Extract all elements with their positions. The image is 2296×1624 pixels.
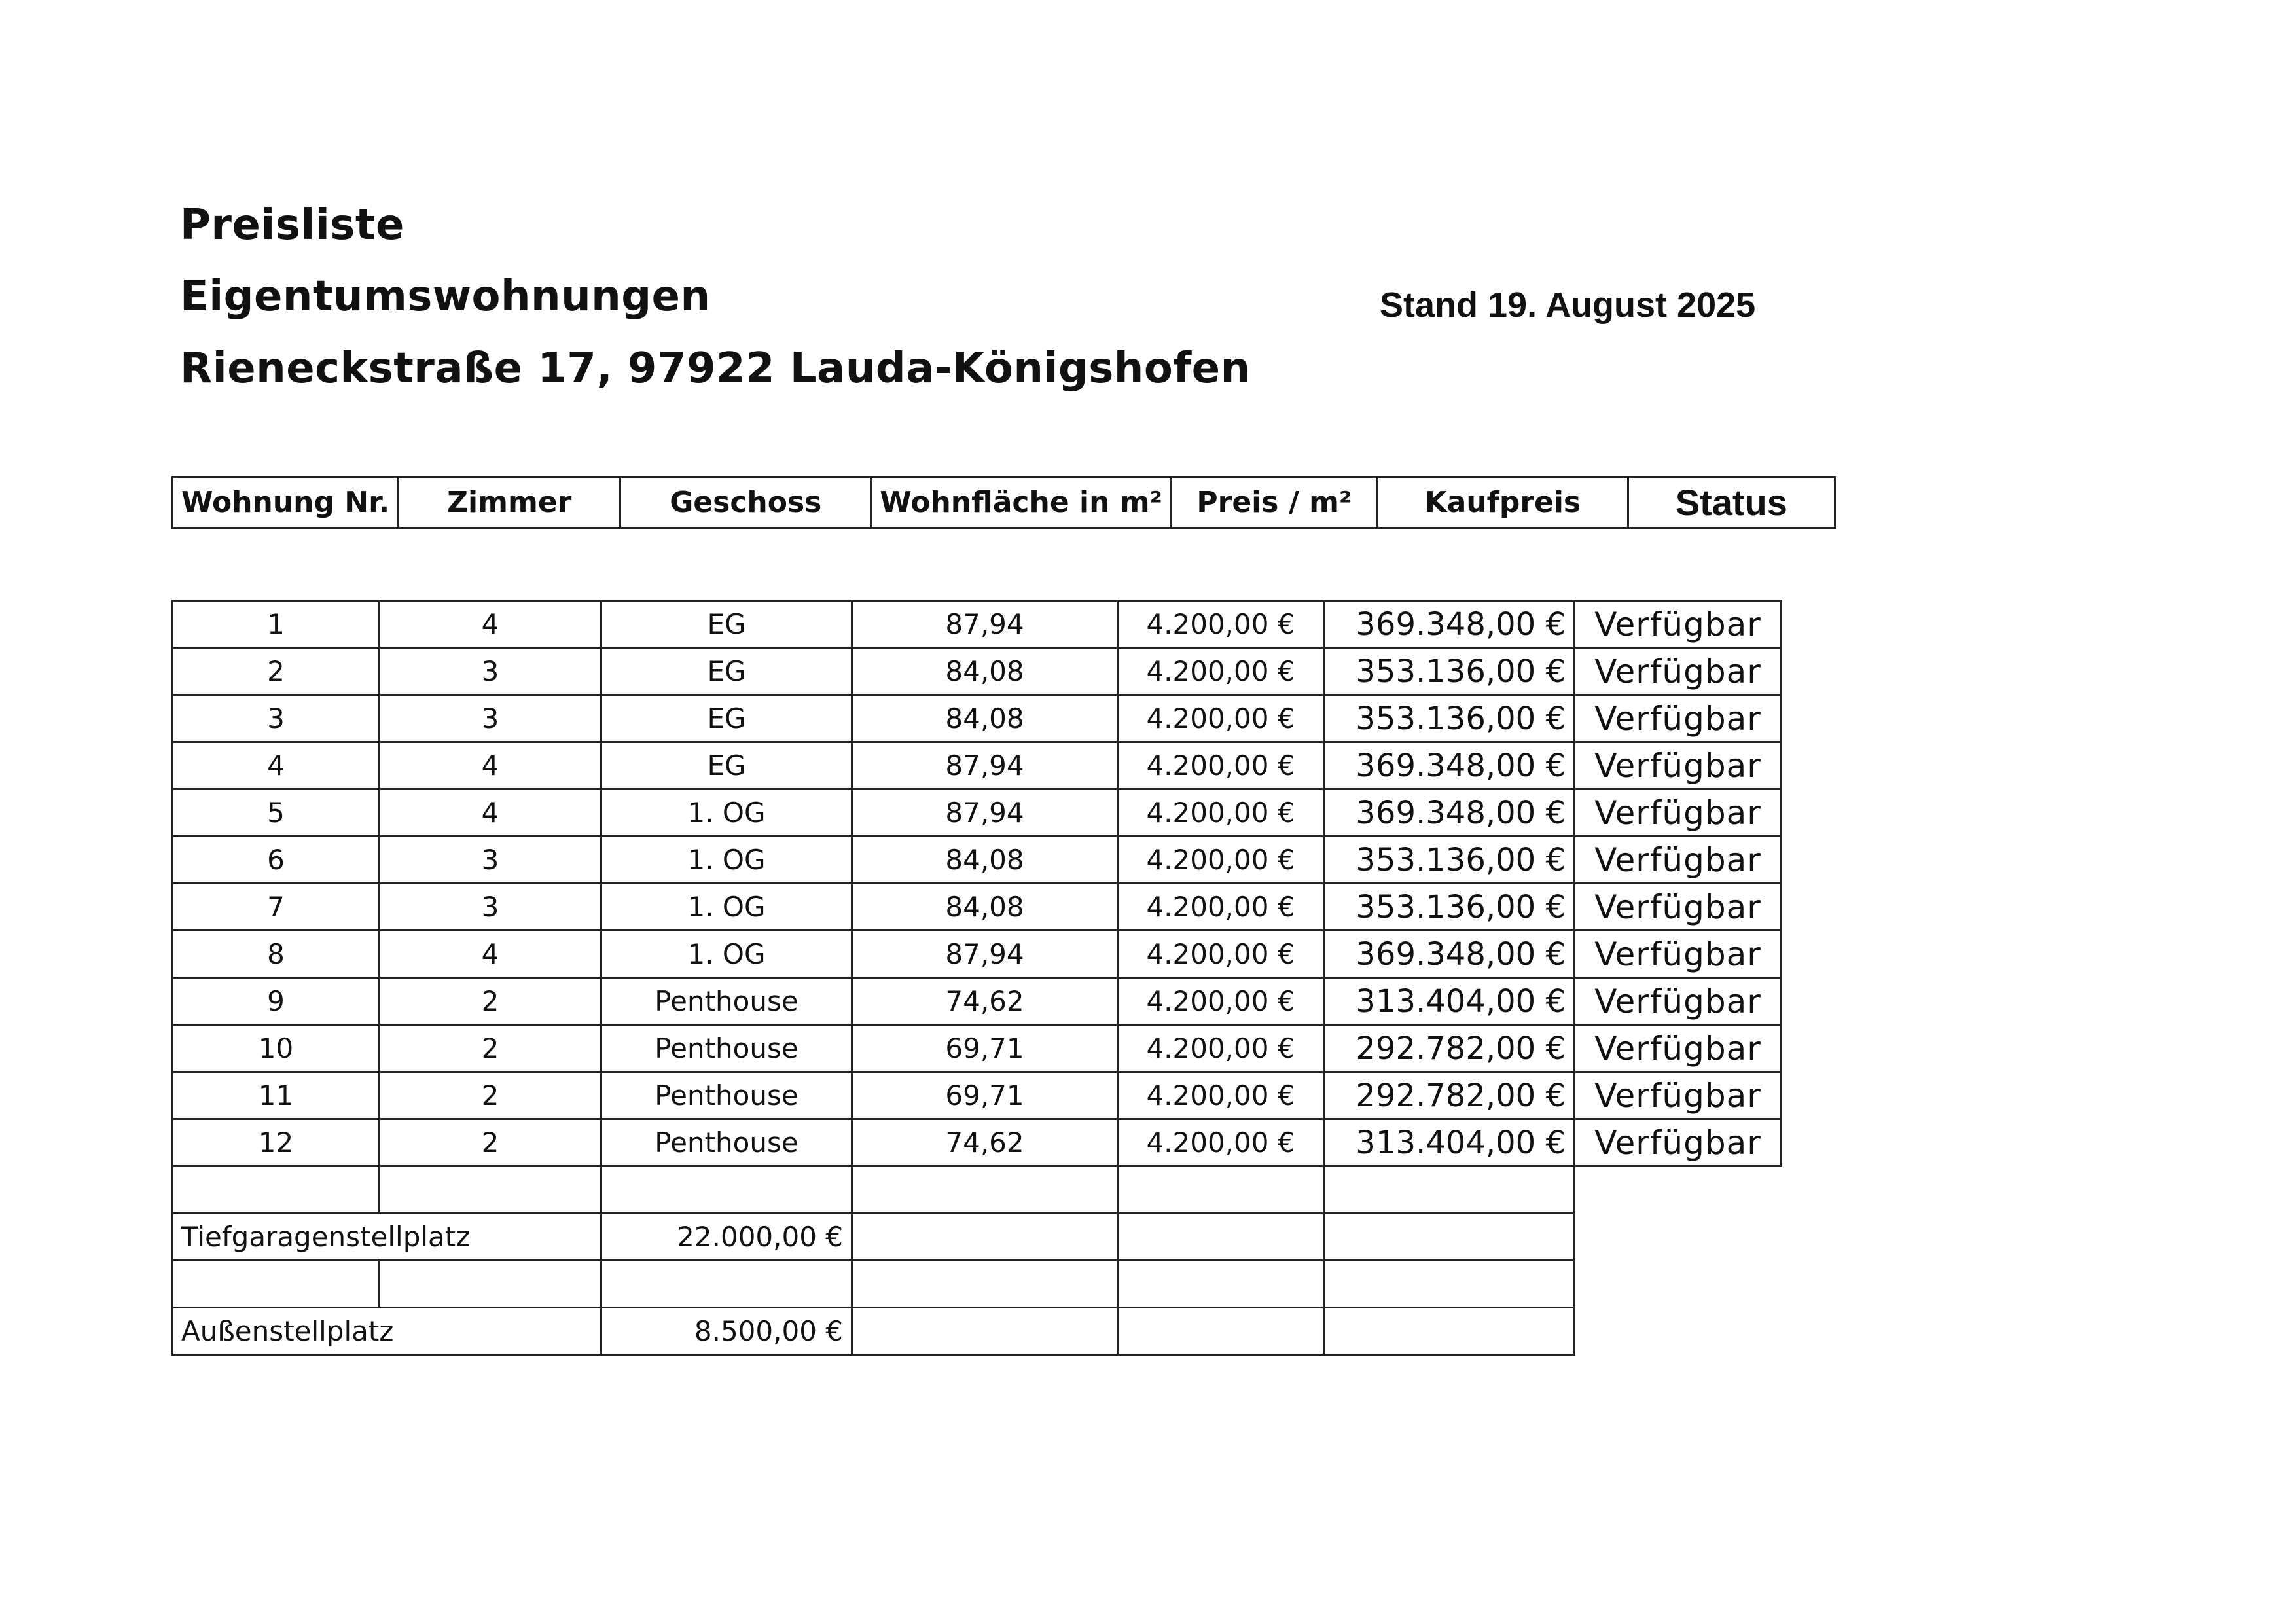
cell-wohnung-nr: 9 — [173, 978, 380, 1025]
table-row — [173, 978, 1782, 1025]
cell-geschoss: Penthouse — [601, 1119, 852, 1166]
cell-zimmer: 4 — [380, 789, 601, 837]
cell-wohnung-nr: 1 — [173, 601, 380, 648]
cell-wohnflaeche: 87,94 — [852, 931, 1118, 978]
empty-cell — [1324, 1214, 1575, 1261]
cell-wohnflaeche: 84,08 — [852, 648, 1118, 695]
table-row — [173, 884, 1782, 931]
cell-zimmer: 3 — [380, 837, 601, 884]
cell-status: Verfügbar — [1575, 884, 1782, 931]
table-row — [173, 837, 1782, 884]
table-row — [173, 931, 1782, 978]
empty-cell — [1324, 1261, 1575, 1308]
cell-status: Verfügbar — [1575, 742, 1782, 789]
cell-status: Verfügbar — [1575, 648, 1782, 695]
cell-kaufpreis: 369.348,00 € — [1324, 601, 1575, 648]
document-subtitle: Eigentumswohnungen — [180, 272, 711, 321]
empty-cell — [601, 1166, 852, 1214]
cell-zimmer: 2 — [380, 978, 601, 1025]
table-row — [173, 601, 1782, 648]
parking-row — [173, 1214, 1782, 1261]
column-header: Wohnfläche in m² — [871, 477, 1172, 528]
cell-status: Verfügbar — [1575, 1119, 1782, 1166]
cell-wohnung-nr: 8 — [173, 931, 380, 978]
table-row — [173, 789, 1782, 837]
blank-area — [1575, 1308, 1782, 1355]
cell-wohnung-nr: 4 — [173, 742, 380, 789]
cell-preis-m2: 4.200,00 € — [1118, 978, 1324, 1025]
cell-zimmer: 2 — [380, 1119, 601, 1166]
table-row — [173, 648, 1782, 695]
empty-row — [173, 1166, 1782, 1214]
column-header: Kaufpreis — [1377, 477, 1628, 528]
cell-zimmer: 2 — [380, 1072, 601, 1119]
cell-status: Verfügbar — [1575, 789, 1782, 837]
cell-kaufpreis: 353.136,00 € — [1324, 837, 1575, 884]
cell-kaufpreis: 313.404,00 € — [1324, 1119, 1575, 1166]
empty-cell — [173, 1166, 380, 1214]
cell-status: Verfügbar — [1575, 695, 1782, 742]
cell-preis-m2: 4.200,00 € — [1118, 742, 1324, 789]
cell-kaufpreis: 292.782,00 € — [1324, 1072, 1575, 1119]
cell-status: Verfügbar — [1575, 931, 1782, 978]
table-row — [173, 1072, 1782, 1119]
cell-zimmer: 3 — [380, 884, 601, 931]
cell-wohnung-nr: 6 — [173, 837, 380, 884]
blank-area — [1575, 1214, 1782, 1261]
cell-zimmer: 4 — [380, 931, 601, 978]
cell-wohnflaeche: 69,71 — [852, 1072, 1118, 1119]
cell-wohnung-nr: 2 — [173, 648, 380, 695]
cell-geschoss: EG — [601, 695, 852, 742]
cell-geschoss: Penthouse — [601, 1072, 852, 1119]
empty-cell — [1118, 1166, 1324, 1214]
cell-wohnung-nr: 10 — [173, 1025, 380, 1072]
parking-row — [173, 1308, 1782, 1355]
price-table — [171, 600, 1782, 1356]
cell-zimmer: 3 — [380, 695, 601, 742]
parking-price: 22.000,00 € — [601, 1214, 852, 1261]
cell-preis-m2: 4.200,00 € — [1118, 837, 1324, 884]
cell-preis-m2: 4.200,00 € — [1118, 884, 1324, 931]
cell-zimmer: 3 — [380, 648, 601, 695]
cell-status: Verfügbar — [1575, 837, 1782, 884]
empty-cell — [1118, 1261, 1324, 1308]
cell-wohnflaeche: 84,08 — [852, 837, 1118, 884]
cell-geschoss: 1. OG — [601, 884, 852, 931]
parking-label: Außenstellplatz — [173, 1308, 601, 1355]
cell-wohnung-nr: 7 — [173, 884, 380, 931]
parking-section — [173, 1166, 1782, 1355]
parking-label: Tiefgaragenstellplatz — [173, 1214, 601, 1261]
cell-geschoss: 1. OG — [601, 931, 852, 978]
cell-preis-m2: 4.200,00 € — [1118, 1119, 1324, 1166]
cell-kaufpreis: 369.348,00 € — [1324, 931, 1575, 978]
empty-cell — [380, 1261, 601, 1308]
empty-cell — [380, 1166, 601, 1214]
empty-cell — [601, 1261, 852, 1308]
cell-kaufpreis: 353.136,00 € — [1324, 695, 1575, 742]
cell-wohnflaeche: 87,94 — [852, 601, 1118, 648]
cell-geschoss: EG — [601, 648, 852, 695]
blank-area — [1575, 1166, 1782, 1214]
document-title: Preisliste — [180, 201, 404, 249]
cell-wohnflaeche: 74,62 — [852, 978, 1118, 1025]
cell-kaufpreis: 292.782,00 € — [1324, 1025, 1575, 1072]
cell-geschoss: 1. OG — [601, 837, 852, 884]
column-header: Preis / m² — [1171, 477, 1377, 528]
cell-preis-m2: 4.200,00 € — [1118, 601, 1324, 648]
property-address: Rieneckstraße 17, 97922 Lauda-Königshofen — [180, 344, 1251, 393]
cell-wohnflaeche: 87,94 — [852, 789, 1118, 837]
empty-cell — [852, 1261, 1118, 1308]
column-header-row — [173, 477, 1835, 528]
cell-preis-m2: 4.200,00 € — [1118, 695, 1324, 742]
column-header-table — [171, 476, 1836, 529]
empty-cell — [173, 1261, 380, 1308]
cell-wohnflaeche: 74,62 — [852, 1119, 1118, 1166]
cell-wohnung-nr: 5 — [173, 789, 380, 837]
cell-preis-m2: 4.200,00 € — [1118, 931, 1324, 978]
parking-price: 8.500,00 € — [601, 1308, 852, 1355]
cell-zimmer: 4 — [380, 742, 601, 789]
table-row — [173, 695, 1782, 742]
table-row — [173, 1119, 1782, 1166]
empty-row — [173, 1261, 1782, 1308]
cell-wohnflaeche: 84,08 — [852, 884, 1118, 931]
cell-wohnflaeche: 69,71 — [852, 1025, 1118, 1072]
cell-wohnung-nr: 12 — [173, 1119, 380, 1166]
column-header: Zimmer — [399, 477, 620, 528]
cell-kaufpreis: 313.404,00 € — [1324, 978, 1575, 1025]
cell-status: Verfügbar — [1575, 1025, 1782, 1072]
cell-preis-m2: 4.200,00 € — [1118, 789, 1324, 837]
empty-cell — [852, 1166, 1118, 1214]
cell-status: Verfügbar — [1575, 978, 1782, 1025]
cell-kaufpreis: 353.136,00 € — [1324, 884, 1575, 931]
empty-cell — [852, 1308, 1118, 1355]
cell-status: Verfügbar — [1575, 1072, 1782, 1119]
column-header: Wohnung Nr. — [173, 477, 399, 528]
empty-cell — [852, 1214, 1118, 1261]
empty-cell — [1118, 1214, 1324, 1261]
cell-preis-m2: 4.200,00 € — [1118, 648, 1324, 695]
cell-kaufpreis: 353.136,00 € — [1324, 648, 1575, 695]
date-stamp: Stand 19. August 2025 — [1380, 285, 1756, 325]
cell-zimmer: 2 — [380, 1025, 601, 1072]
cell-geschoss: Penthouse — [601, 978, 852, 1025]
cell-wohnflaeche: 84,08 — [852, 695, 1118, 742]
cell-preis-m2: 4.200,00 € — [1118, 1072, 1324, 1119]
cell-wohnung-nr: 3 — [173, 695, 380, 742]
cell-zimmer: 4 — [380, 601, 601, 648]
empty-cell — [1118, 1308, 1324, 1355]
cell-geschoss: EG — [601, 742, 852, 789]
empty-cell — [1324, 1166, 1575, 1214]
cell-wohnung-nr: 11 — [173, 1072, 380, 1119]
blank-area — [1575, 1261, 1782, 1308]
table-row — [173, 1025, 1782, 1072]
cell-kaufpreis: 369.348,00 € — [1324, 742, 1575, 789]
column-header: Status — [1628, 477, 1835, 528]
cell-status: Verfügbar — [1575, 601, 1782, 648]
cell-geschoss: Penthouse — [601, 1025, 852, 1072]
column-header: Geschoss — [620, 477, 871, 528]
table-row — [173, 742, 1782, 789]
empty-cell — [1324, 1308, 1575, 1355]
cell-geschoss: EG — [601, 601, 852, 648]
cell-preis-m2: 4.200,00 € — [1118, 1025, 1324, 1072]
cell-geschoss: 1. OG — [601, 789, 852, 837]
cell-kaufpreis: 369.348,00 € — [1324, 789, 1575, 837]
cell-wohnflaeche: 87,94 — [852, 742, 1118, 789]
